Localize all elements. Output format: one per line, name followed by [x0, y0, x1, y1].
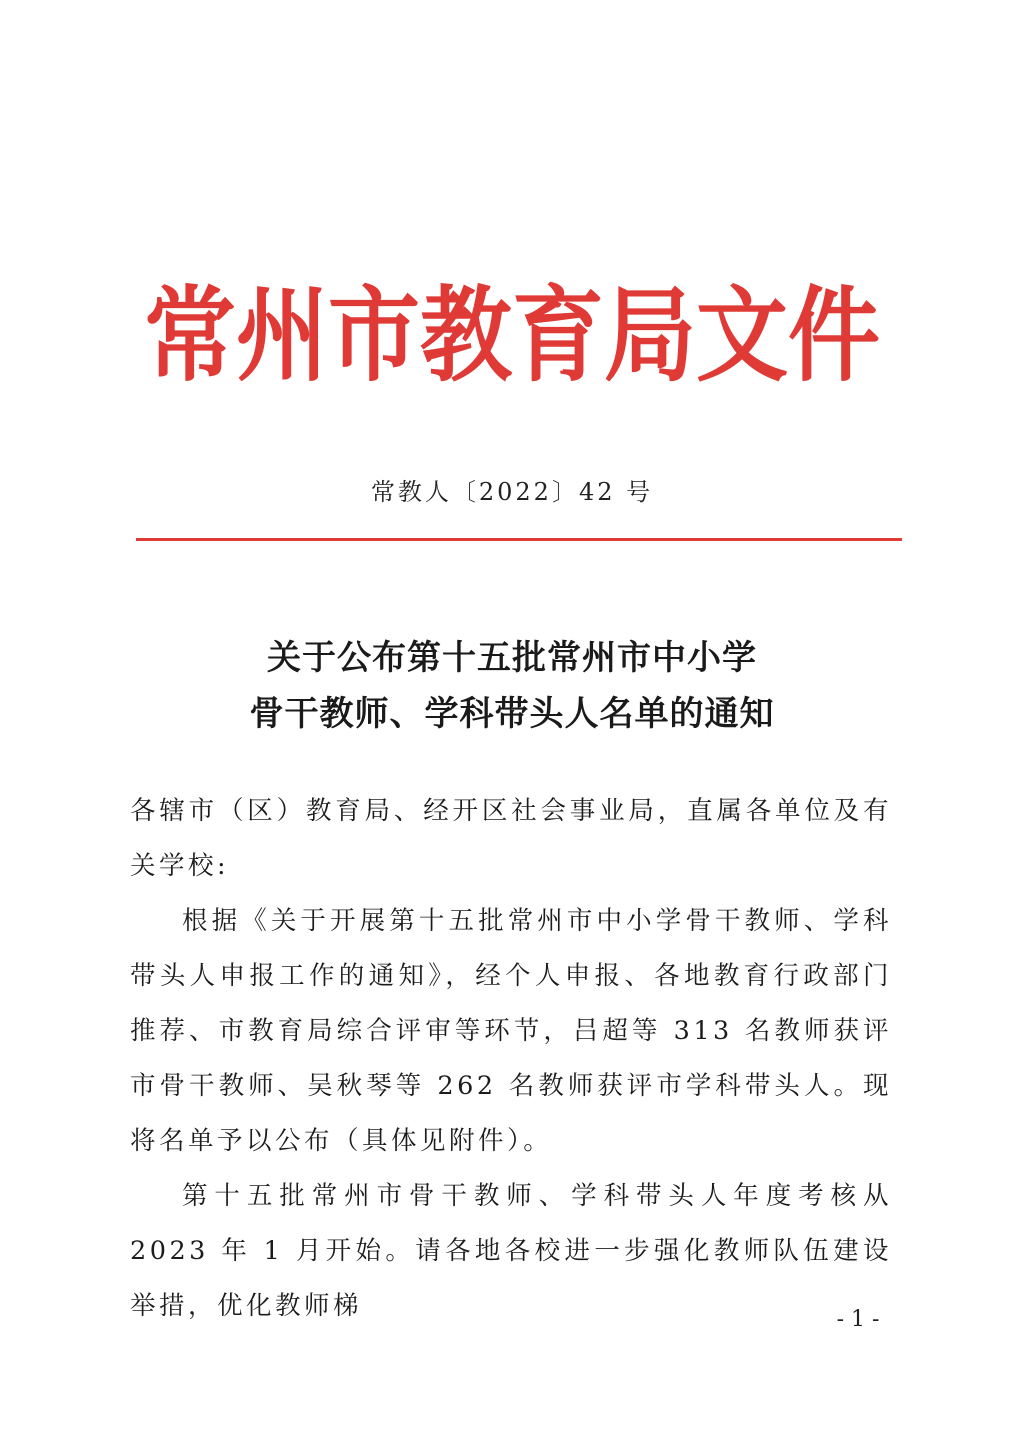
- salutation: 各辖市（区）教育局、经开区社会事业局，直属各单位及有关学校:: [130, 796, 892, 881]
- red-divider: [136, 538, 902, 541]
- notice-title-line-2: 骨干教师、学科带头人名单的通知: [249, 694, 775, 734]
- body-paragraph-2: 第十五批常州市骨干教师、学科带头人年度考核从 2023 年 1 月开始。请各地各校进一步强化教师队伍建设举措，优化教师梯: [130, 1181, 892, 1321]
- page-number: - 1 -: [836, 1307, 880, 1332]
- notice-title: [0, 630, 1024, 742]
- notice-title-line-1: 关于公布第十五批常州市中小学: [267, 638, 757, 678]
- document-number: 常教人〔2022〕42 号: [370, 478, 654, 506]
- issuer-title: 常州市教育局文件: [143, 274, 880, 396]
- notice-body: [130, 784, 892, 1334]
- body-paragraph-1: 根据《关于开展第十五批常州市中小学骨干教师、学科带头人申报工作的通知》，经个人申报、各地教育行政部门推荐、市教育局综合评审等环节，吕超等 313 名教师获评市骨干教师、吴秋琴等 262 名教师获评市学科带头人。现将名单予以公布（具体见附件）。: [130, 906, 892, 1156]
